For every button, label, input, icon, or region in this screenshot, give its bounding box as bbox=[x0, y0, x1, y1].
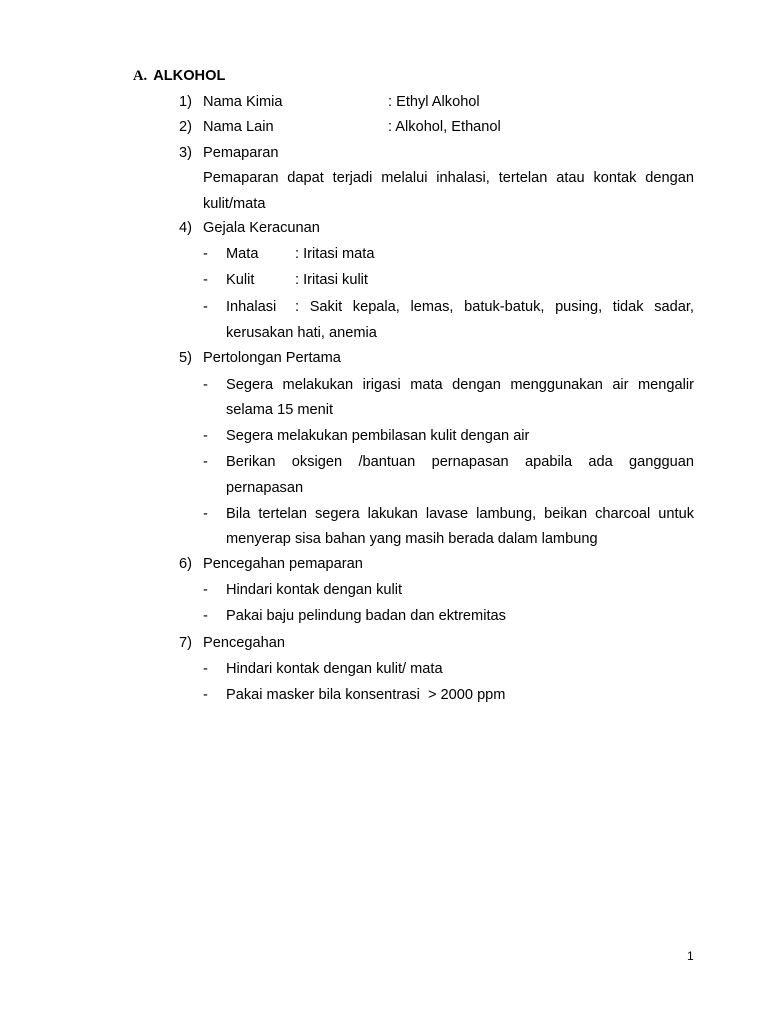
item-label: Pencegahan bbox=[203, 635, 285, 651]
bullet-dash: - bbox=[203, 272, 208, 288]
item-value: : Alkohol, Ethanol bbox=[388, 119, 501, 135]
bullet-text: Bila tertelan segera lakukan lavase lambung, beikan charcoal untuk bbox=[226, 506, 694, 522]
bullet-text: Hindari kontak dengan kulit/ mata bbox=[226, 661, 443, 677]
bullet-dash: - bbox=[203, 428, 208, 444]
item-label: Pertolongan Pertama bbox=[203, 350, 341, 366]
bullet-dash: - bbox=[203, 246, 208, 262]
bullet-value: : Iritasi kulit bbox=[295, 272, 368, 288]
bullet-continuation: pernapasan bbox=[226, 480, 304, 496]
bullet-value: : Sakit kepala, lemas, batuk-batuk, pusing, tidak sadar, bbox=[295, 299, 694, 315]
item-label: Nama Kimia bbox=[203, 94, 283, 110]
bullet-dash: - bbox=[203, 377, 208, 393]
item-label: Nama Lain bbox=[203, 119, 274, 135]
bullet-term: Kulit bbox=[226, 272, 255, 288]
bullet-text: Hindari kontak dengan kulit bbox=[226, 582, 403, 598]
bullet-dash: - bbox=[203, 661, 208, 677]
bullet-continuation: kerusakan hati, anemia bbox=[226, 325, 377, 341]
item-number: 4) bbox=[179, 220, 192, 236]
bullet-dash: - bbox=[203, 687, 208, 703]
item-value: : Ethyl Alkohol bbox=[388, 94, 480, 110]
bullet-dash: - bbox=[203, 299, 208, 315]
paragraph-line: Pemaparan dapat terjadi melalui inhalasi, tertelan atau kontak dengan bbox=[203, 170, 694, 186]
bullet-text: Segera melakukan pembilasan kulit dengan air bbox=[226, 428, 530, 444]
bullet-term: Inhalasi bbox=[226, 299, 277, 315]
section-letter: A. bbox=[133, 68, 148, 84]
section-heading bbox=[133, 67, 225, 85]
item-label: Gejala Keracunan bbox=[203, 220, 320, 236]
bullet-continuation: menyerap sisa bahan yang masih berada dalam lambung bbox=[226, 531, 598, 547]
section-title: ALKOHOL bbox=[153, 68, 226, 84]
bullet-text: Berikan oksigen /bantuan pernapasan apabila ada gangguan bbox=[226, 454, 694, 470]
item-number: 3) bbox=[179, 145, 192, 161]
bullet-dash: - bbox=[203, 506, 208, 522]
item-number: 6) bbox=[179, 556, 192, 572]
item-label: Pemaparan bbox=[203, 145, 279, 161]
item-number: 7) bbox=[179, 635, 192, 651]
bullet-text: Pakai baju pelindung badan dan ektremitas bbox=[226, 608, 506, 624]
bullet-dash: - bbox=[203, 608, 208, 624]
bullet-text: Pakai masker bila konsentrasi > 2000 ppm bbox=[226, 687, 506, 703]
bullet-continuation: selama 15 menit bbox=[226, 402, 334, 418]
item-number: 2) bbox=[179, 119, 192, 135]
bullet-value: : Iritasi mata bbox=[295, 246, 375, 262]
bullet-dash: - bbox=[203, 454, 208, 470]
bullet-text: Segera melakukan irigasi mata dengan menggunakan air mengalir bbox=[226, 377, 694, 393]
bullet-term: Mata bbox=[226, 246, 259, 262]
bullet-dash: - bbox=[203, 582, 208, 598]
item-number: 1) bbox=[179, 94, 192, 110]
item-number: 5) bbox=[179, 350, 192, 366]
page-number: 1 bbox=[687, 949, 694, 963]
paragraph-line: kulit/mata bbox=[203, 196, 266, 212]
item-label: Pencegahan pemaparan bbox=[203, 556, 363, 572]
